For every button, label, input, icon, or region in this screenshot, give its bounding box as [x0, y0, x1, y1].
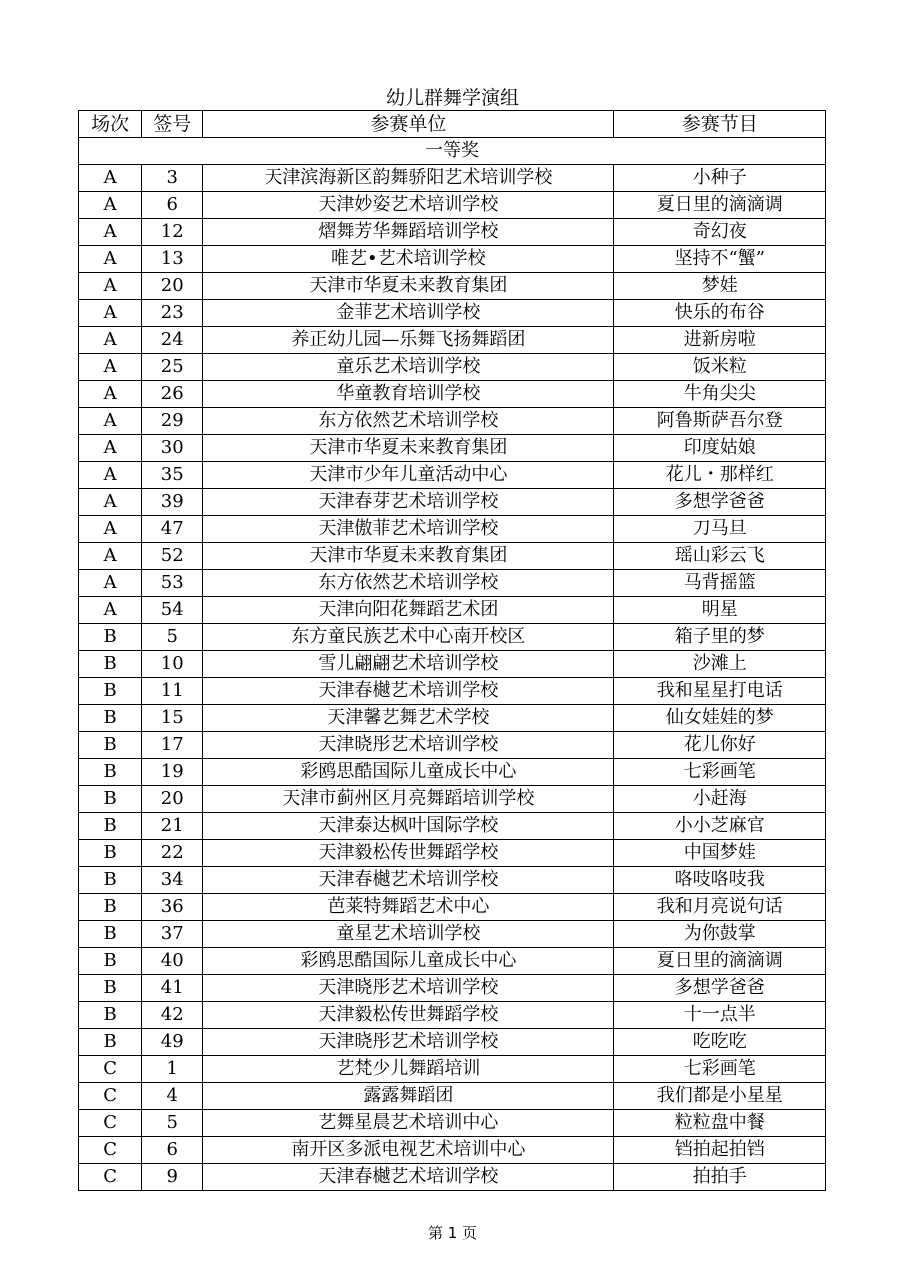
table-row — [79, 867, 826, 894]
table-row — [79, 678, 826, 705]
table-row — [79, 354, 826, 381]
cell-session: A — [79, 354, 142, 381]
cell-sign-no: 10 — [142, 651, 203, 678]
cell-session: B — [79, 651, 142, 678]
cell-program: 铛拍起拍铛 — [614, 1137, 826, 1164]
cell-session: A — [79, 516, 142, 543]
cell-unit: 天津泰达枫叶国际学校 — [203, 813, 614, 840]
cell-unit: 天津毅松传世舞蹈学校 — [203, 840, 614, 867]
cell-unit: 天津晓彤艺术培训学校 — [203, 1029, 614, 1056]
cell-sign-no: 6 — [142, 1137, 203, 1164]
cell-sign-no: 11 — [142, 678, 203, 705]
table-row — [79, 894, 826, 921]
cell-sign-no: 5 — [142, 1110, 203, 1137]
cell-program: 多想学爸爸 — [614, 975, 826, 1002]
header-unit: 参赛单位 — [203, 111, 614, 138]
cell-unit: 天津春芽艺术培训学校 — [203, 489, 614, 516]
cell-session: B — [79, 975, 142, 1002]
cell-program: 奇幻夜 — [614, 219, 826, 246]
award-row — [79, 138, 826, 165]
cell-unit: 天津毅松传世舞蹈学校 — [203, 1002, 614, 1029]
cell-session: B — [79, 759, 142, 786]
cell-unit: 东方依然艺术培训学校 — [203, 570, 614, 597]
cell-sign-no: 13 — [142, 246, 203, 273]
cell-unit: 东方童民族艺术中心南开校区 — [203, 624, 614, 651]
table-row — [79, 732, 826, 759]
table-row — [79, 1029, 826, 1056]
cell-session: A — [79, 381, 142, 408]
table-row — [79, 570, 826, 597]
table-row — [79, 1083, 826, 1110]
cell-unit: 养正幼儿园—乐舞飞扬舞蹈团 — [203, 327, 614, 354]
cell-sign-no: 3 — [142, 165, 203, 192]
cell-program: 沙滩上 — [614, 651, 826, 678]
table-row — [79, 219, 826, 246]
cell-sign-no: 30 — [142, 435, 203, 462]
table-row — [79, 975, 826, 1002]
header-row — [79, 111, 826, 138]
award-label: 一等奖 — [79, 138, 826, 165]
table-row — [79, 921, 826, 948]
table-row — [79, 624, 826, 651]
cell-session: A — [79, 489, 142, 516]
table-row — [79, 543, 826, 570]
cell-program: 拍拍手 — [614, 1164, 826, 1191]
table-row — [79, 165, 826, 192]
cell-session: B — [79, 1002, 142, 1029]
cell-session: A — [79, 570, 142, 597]
cell-sign-no: 39 — [142, 489, 203, 516]
cell-program: 小小芝麻官 — [614, 813, 826, 840]
cell-unit: 天津春樾艺术培训学校 — [203, 1164, 614, 1191]
cell-session: B — [79, 624, 142, 651]
cell-session: A — [79, 408, 142, 435]
cell-program: 马背摇篮 — [614, 570, 826, 597]
table-row — [79, 1056, 826, 1083]
header-program: 参赛节目 — [614, 111, 826, 138]
cell-program: 我和星星打电话 — [614, 678, 826, 705]
cell-unit: 天津市华夏未来教育集团 — [203, 543, 614, 570]
cell-program: 小赶海 — [614, 786, 826, 813]
cell-sign-no: 36 — [142, 894, 203, 921]
cell-unit: 天津妙姿艺术培训学校 — [203, 192, 614, 219]
cell-unit: 唯艺•艺术培训学校 — [203, 246, 614, 273]
table-row — [79, 408, 826, 435]
cell-session: B — [79, 867, 142, 894]
cell-program: 为你鼓掌 — [614, 921, 826, 948]
cell-sign-no: 29 — [142, 408, 203, 435]
cell-program: 饭米粒 — [614, 354, 826, 381]
cell-sign-no: 19 — [142, 759, 203, 786]
cell-program: 印度姑娘 — [614, 435, 826, 462]
cell-session: B — [79, 894, 142, 921]
cell-program: 梦娃 — [614, 273, 826, 300]
page-number: 第 1 页 — [427, 1224, 478, 1242]
cell-session: A — [79, 192, 142, 219]
cell-sign-no: 41 — [142, 975, 203, 1002]
cell-sign-no: 53 — [142, 570, 203, 597]
cell-sign-no: 5 — [142, 624, 203, 651]
header-sign-no: 签号 — [142, 111, 203, 138]
cell-program: 我和月亮说句话 — [614, 894, 826, 921]
cell-unit: 艺舞星晨艺术培训中心 — [203, 1110, 614, 1137]
table-row — [79, 759, 826, 786]
cell-unit: 天津滨海新区韵舞骄阳艺术培训学校 — [203, 165, 614, 192]
cell-session: A — [79, 246, 142, 273]
cell-sign-no: 35 — [142, 462, 203, 489]
table-row — [79, 462, 826, 489]
table-row — [79, 192, 826, 219]
cell-unit: 露露舞蹈团 — [203, 1083, 614, 1110]
header-session: 场次 — [79, 111, 142, 138]
cell-sign-no: 24 — [142, 327, 203, 354]
cell-session: B — [79, 732, 142, 759]
cell-sign-no: 1 — [142, 1056, 203, 1083]
table-row — [79, 300, 826, 327]
cell-sign-no: 25 — [142, 354, 203, 381]
cell-program: 牛角尖尖 — [614, 381, 826, 408]
cell-sign-no: 20 — [142, 273, 203, 300]
cell-program: 坚持不“蟹” — [614, 246, 826, 273]
table-row — [79, 327, 826, 354]
cell-session: A — [79, 273, 142, 300]
cell-session: B — [79, 678, 142, 705]
cell-program: 多想学爸爸 — [614, 489, 826, 516]
cell-unit: 彩鸥思酷国际儿童成长中心 — [203, 759, 614, 786]
cell-program: 粒粒盘中餐 — [614, 1110, 826, 1137]
table-row — [79, 381, 826, 408]
cell-unit: 彩鸥思酷国际儿童成长中心 — [203, 948, 614, 975]
table-row — [79, 1110, 826, 1137]
cell-session: A — [79, 300, 142, 327]
cell-sign-no: 9 — [142, 1164, 203, 1191]
cell-unit: 天津向阳花舞蹈艺术团 — [203, 597, 614, 624]
cell-sign-no: 20 — [142, 786, 203, 813]
table-row — [79, 948, 826, 975]
cell-unit: 雪儿翩翩艺术培训学校 — [203, 651, 614, 678]
cell-unit: 天津市少年儿童活动中心 — [203, 462, 614, 489]
cell-program: 瑶山彩云飞 — [614, 543, 826, 570]
cell-unit: 天津馨艺舞艺术学校 — [203, 705, 614, 732]
cell-unit: 天津市华夏未来教育集团 — [203, 273, 614, 300]
table-row — [79, 273, 826, 300]
cell-sign-no: 42 — [142, 1002, 203, 1029]
table-row — [79, 651, 826, 678]
cell-sign-no: 12 — [142, 219, 203, 246]
cell-session: A — [79, 435, 142, 462]
cell-unit: 天津傲菲艺术培训学校 — [203, 516, 614, 543]
cell-session: A — [79, 219, 142, 246]
cell-session: B — [79, 921, 142, 948]
cell-unit: 熠舞芳华舞蹈培训学校 — [203, 219, 614, 246]
cell-program: 中国梦娃 — [614, 840, 826, 867]
table-row — [79, 840, 826, 867]
cell-sign-no: 21 — [142, 813, 203, 840]
cell-unit: 东方依然艺术培训学校 — [203, 408, 614, 435]
cell-unit: 天津市蓟州区月亮舞蹈培训学校 — [203, 786, 614, 813]
cell-sign-no: 34 — [142, 867, 203, 894]
cell-program: 箱子里的梦 — [614, 624, 826, 651]
table-row — [79, 1164, 826, 1191]
cell-session: B — [79, 705, 142, 732]
cell-unit: 金菲艺术培训学校 — [203, 300, 614, 327]
cell-session: C — [79, 1164, 142, 1191]
cell-program: 十一点半 — [614, 1002, 826, 1029]
cell-sign-no: 47 — [142, 516, 203, 543]
cell-sign-no: 52 — [142, 543, 203, 570]
page-title: 幼儿群舞学演组 — [385, 87, 519, 109]
cell-unit: 华童教育培训学校 — [203, 381, 614, 408]
cell-program: 七彩画笔 — [614, 1056, 826, 1083]
table-row — [79, 246, 826, 273]
cell-program: 进新房啦 — [614, 327, 826, 354]
cell-session: B — [79, 948, 142, 975]
cell-unit: 艺梵少儿舞蹈培训 — [203, 1056, 614, 1083]
cell-unit: 天津市华夏未来教育集团 — [203, 435, 614, 462]
cell-session: A — [79, 165, 142, 192]
cell-program: 七彩画笔 — [614, 759, 826, 786]
cell-program: 咯吱咯吱我 — [614, 867, 826, 894]
cell-sign-no: 49 — [142, 1029, 203, 1056]
cell-sign-no: 40 — [142, 948, 203, 975]
cell-program: 我们都是小星星 — [614, 1083, 826, 1110]
cell-program: 花儿・那样红 — [614, 462, 826, 489]
cell-program: 吃吃吃 — [614, 1029, 826, 1056]
table-row — [79, 1137, 826, 1164]
cell-session: C — [79, 1083, 142, 1110]
cell-sign-no: 23 — [142, 300, 203, 327]
cell-sign-no: 15 — [142, 705, 203, 732]
cell-session: A — [79, 543, 142, 570]
table-row — [79, 489, 826, 516]
cell-session: A — [79, 462, 142, 489]
table-row — [79, 705, 826, 732]
cell-unit: 童乐艺术培训学校 — [203, 354, 614, 381]
cell-session: B — [79, 786, 142, 813]
table-row — [79, 813, 826, 840]
cell-program: 小种子 — [614, 165, 826, 192]
cell-session: C — [79, 1056, 142, 1083]
cell-unit: 芭莱特舞蹈艺术中心 — [203, 894, 614, 921]
cell-program: 仙女娃娃的梦 — [614, 705, 826, 732]
cell-unit: 天津晓彤艺术培训学校 — [203, 732, 614, 759]
cell-sign-no: 26 — [142, 381, 203, 408]
cell-session: A — [79, 597, 142, 624]
cell-sign-no: 17 — [142, 732, 203, 759]
cell-program: 夏日里的滴滴调 — [614, 948, 826, 975]
cell-session: C — [79, 1137, 142, 1164]
cell-session: A — [79, 327, 142, 354]
cell-unit: 天津晓彤艺术培训学校 — [203, 975, 614, 1002]
cell-session: B — [79, 840, 142, 867]
cell-sign-no: 37 — [142, 921, 203, 948]
cell-program: 明星 — [614, 597, 826, 624]
cell-session: C — [79, 1110, 142, 1137]
cell-session: B — [79, 1029, 142, 1056]
table-row — [79, 786, 826, 813]
table-row — [79, 516, 826, 543]
cell-program: 夏日里的滴滴调 — [614, 192, 826, 219]
cell-sign-no: 6 — [142, 192, 203, 219]
table-row — [79, 1002, 826, 1029]
table-row — [79, 597, 826, 624]
cell-sign-no: 22 — [142, 840, 203, 867]
cell-unit: 南开区多派电视艺术培训中心 — [203, 1137, 614, 1164]
cell-program: 阿鲁斯萨吾尔登 — [614, 408, 826, 435]
cell-unit: 童星艺术培训学校 — [203, 921, 614, 948]
cell-program: 快乐的布谷 — [614, 300, 826, 327]
results-table — [78, 110, 826, 1191]
cell-program: 刀马旦 — [614, 516, 826, 543]
cell-sign-no: 54 — [142, 597, 203, 624]
cell-program: 花儿你好 — [614, 732, 826, 759]
cell-unit: 天津春樾艺术培训学校 — [203, 678, 614, 705]
cell-session: B — [79, 813, 142, 840]
cell-sign-no: 4 — [142, 1083, 203, 1110]
table-row — [79, 435, 826, 462]
cell-unit: 天津春樾艺术培训学校 — [203, 867, 614, 894]
